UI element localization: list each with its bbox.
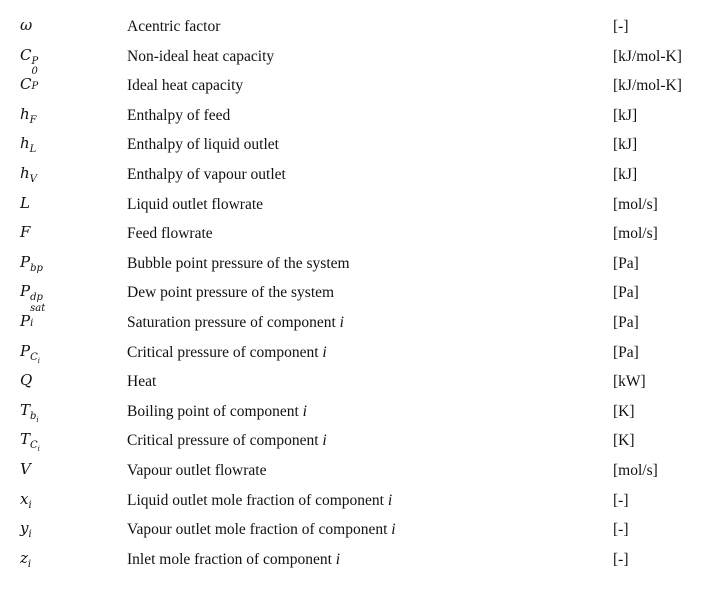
symbol	[20, 430, 40, 454]
description-variable: i	[339, 313, 344, 331]
symbol	[20, 194, 30, 212]
symbol-subscript	[28, 559, 31, 570]
symbol	[20, 134, 37, 156]
description-text: Vapour outlet mole fraction of component	[127, 521, 392, 539]
description-text: Dew point pressure of the system	[127, 284, 335, 302]
symbol-subscript	[28, 500, 31, 511]
symbol-subscript	[30, 411, 39, 422]
description-text: Bubble point pressure of the system	[127, 254, 350, 272]
unit: [Pa]	[613, 254, 639, 272]
nomenclature-row	[0, 369, 720, 399]
description-text: Ideal heat capacity	[127, 77, 244, 95]
unit: [kJ]	[613, 136, 638, 154]
symbol-base: y	[20, 519, 29, 538]
unit: [mol/s]	[613, 461, 658, 479]
symbol-subscript-text: i	[28, 499, 32, 511]
nomenclature-row	[0, 103, 720, 133]
unit: [K]	[613, 402, 635, 420]
nomenclature-row	[0, 66, 720, 103]
description-variable: i	[391, 521, 396, 539]
description-text: Boiling point of component	[127, 402, 303, 420]
description	[127, 166, 286, 184]
symbol	[20, 66, 45, 94]
symbol	[20, 16, 32, 34]
symbol-subscript-text: i	[28, 529, 32, 541]
unit: [kJ]	[613, 106, 638, 124]
symbol	[20, 223, 30, 241]
symbol	[20, 371, 32, 389]
description	[127, 225, 213, 243]
description	[127, 77, 243, 95]
symbol-subscript-text: L	[29, 144, 37, 156]
symbol-base: P	[20, 282, 31, 301]
unit: [kW]	[613, 373, 646, 391]
unit: [-]	[613, 491, 629, 509]
description	[127, 432, 327, 450]
nomenclature-row	[0, 192, 720, 222]
symbol-base: L	[20, 193, 30, 212]
symbol-subscript	[30, 352, 40, 363]
description	[127, 107, 230, 125]
unit: [-]	[613, 521, 629, 539]
nomenclature-row	[0, 547, 720, 577]
symbol	[20, 163, 37, 185]
nomenclature-row	[0, 44, 720, 74]
description	[127, 403, 307, 421]
symbol	[20, 104, 37, 126]
symbol-base: h	[20, 163, 30, 182]
description	[127, 284, 334, 302]
nomenclature-row	[0, 340, 720, 370]
unit: [mol/s]	[613, 195, 658, 213]
nomenclature-row	[0, 517, 720, 547]
nomenclature-row	[0, 162, 720, 192]
symbol	[20, 302, 46, 330]
symbol-subscript	[30, 440, 40, 454]
nomenclature-row	[0, 132, 720, 162]
description-text: Feed flowrate	[127, 225, 213, 243]
unit: [kJ/mol-K]	[613, 47, 682, 65]
description-text: Liquid outlet mole fraction of component	[127, 491, 388, 509]
symbol-subscript	[30, 115, 37, 126]
symbol-scripts	[31, 66, 45, 93]
description-text: Critical pressure of component	[127, 343, 323, 361]
symbol	[20, 252, 43, 274]
unit: [-]	[613, 550, 629, 568]
symbol-base: h	[20, 134, 30, 153]
description-text: Enthalpy of liquid outlet	[127, 136, 279, 154]
symbol-subscript-text: C	[30, 351, 38, 363]
unit: [Pa]	[613, 313, 639, 331]
symbol	[20, 489, 32, 511]
nomenclature-row	[0, 251, 720, 281]
description	[127, 314, 344, 332]
nomenclature-row	[0, 458, 720, 488]
symbol-base: h	[20, 104, 30, 123]
description	[127, 136, 279, 154]
symbol-subscript	[31, 56, 38, 67]
unit: [K]	[613, 432, 635, 450]
symbol-superscript: sat	[30, 302, 46, 314]
description-text: Inlet mole fraction of component	[127, 550, 336, 568]
symbol-subscript	[30, 292, 43, 303]
description	[127, 344, 327, 362]
description-variable: i	[335, 550, 341, 568]
symbol	[20, 45, 39, 67]
symbol-subscript-text: b	[30, 410, 37, 422]
symbol-nested-subscript: i	[36, 415, 39, 424]
description-text: Acentric factor	[127, 18, 221, 35]
symbol	[20, 341, 40, 365]
unit: [kJ]	[613, 165, 638, 183]
symbol-subscript	[30, 263, 43, 274]
description	[127, 373, 156, 391]
symbol-superscript: 0	[31, 66, 38, 78]
symbol-subscript	[30, 174, 37, 185]
description-text: Liquid outlet flowrate	[127, 195, 264, 213]
description-text: Saturation pressure of component	[127, 313, 340, 331]
symbol-subscript-text: bp	[30, 262, 43, 274]
symbol-nested-subscript: i	[37, 445, 40, 454]
symbol-subscript	[28, 529, 31, 540]
nomenclature-row	[0, 14, 720, 44]
symbol-base: P	[20, 252, 31, 271]
symbol-subscript-text: C	[30, 440, 38, 452]
description	[127, 48, 274, 66]
description-text: Enthalpy of vapour outlet	[127, 165, 286, 183]
symbol-base: x	[20, 489, 29, 508]
symbol-subscript-text: i	[27, 558, 32, 570]
unit: [Pa]	[613, 343, 639, 361]
description-variable: i	[387, 491, 393, 509]
symbol-base: C	[20, 75, 32, 94]
symbol	[20, 519, 32, 541]
nomenclature-row	[0, 221, 720, 251]
nomenclature-row	[0, 280, 720, 310]
symbol-base: T	[20, 400, 31, 419]
symbol-subscript: i	[30, 317, 34, 329]
unit: [Pa]	[613, 284, 639, 302]
symbol-base: Q	[20, 371, 33, 390]
nomenclature-table	[0, 14, 720, 576]
nomenclature-row	[0, 399, 720, 429]
nomenclature-row	[0, 302, 720, 340]
symbol-subscript-text: dp	[30, 292, 43, 304]
description	[127, 255, 350, 273]
unit: [mol/s]	[613, 225, 658, 243]
symbol	[20, 282, 43, 304]
description	[127, 492, 392, 510]
nomenclature-row	[0, 428, 720, 458]
symbol-base: F	[20, 223, 31, 242]
description	[127, 18, 220, 36]
nomenclature-row	[0, 488, 720, 518]
symbol	[20, 400, 39, 424]
symbol-base: V	[20, 459, 31, 478]
unit: [-]	[613, 18, 629, 35]
symbol-nested-subscript: i	[37, 356, 40, 365]
symbol	[20, 548, 32, 570]
unit: [kJ/mol-K]	[613, 77, 682, 95]
description-text: Non-ideal heat capacity	[127, 47, 275, 65]
description-variable: i	[322, 432, 327, 450]
symbol-base: P	[20, 341, 31, 360]
symbol-base: z	[20, 548, 28, 567]
description-text: Critical pressure of component	[127, 432, 323, 450]
symbol-subscript	[30, 144, 37, 155]
description-text: Heat	[127, 373, 157, 391]
description	[127, 551, 340, 569]
description-text: Enthalpy of feed	[127, 106, 231, 124]
description	[127, 196, 263, 214]
symbol-subscript-text: F	[29, 114, 37, 126]
symbol-base: P	[20, 311, 31, 330]
description-variable: i	[302, 402, 307, 420]
symbol-subscript: P	[31, 81, 39, 93]
symbol-subscript-text: V	[29, 173, 37, 185]
description	[127, 462, 266, 480]
symbol-base: ω	[20, 16, 33, 34]
description-text: Vapour outlet flowrate	[127, 461, 267, 479]
description-variable: i	[322, 343, 327, 361]
symbol-base: C	[20, 45, 32, 64]
symbol	[20, 460, 31, 478]
symbol-scripts	[30, 302, 46, 329]
symbol-subscript-text: P	[31, 55, 39, 67]
symbol-base: T	[20, 430, 31, 449]
description	[127, 521, 396, 539]
